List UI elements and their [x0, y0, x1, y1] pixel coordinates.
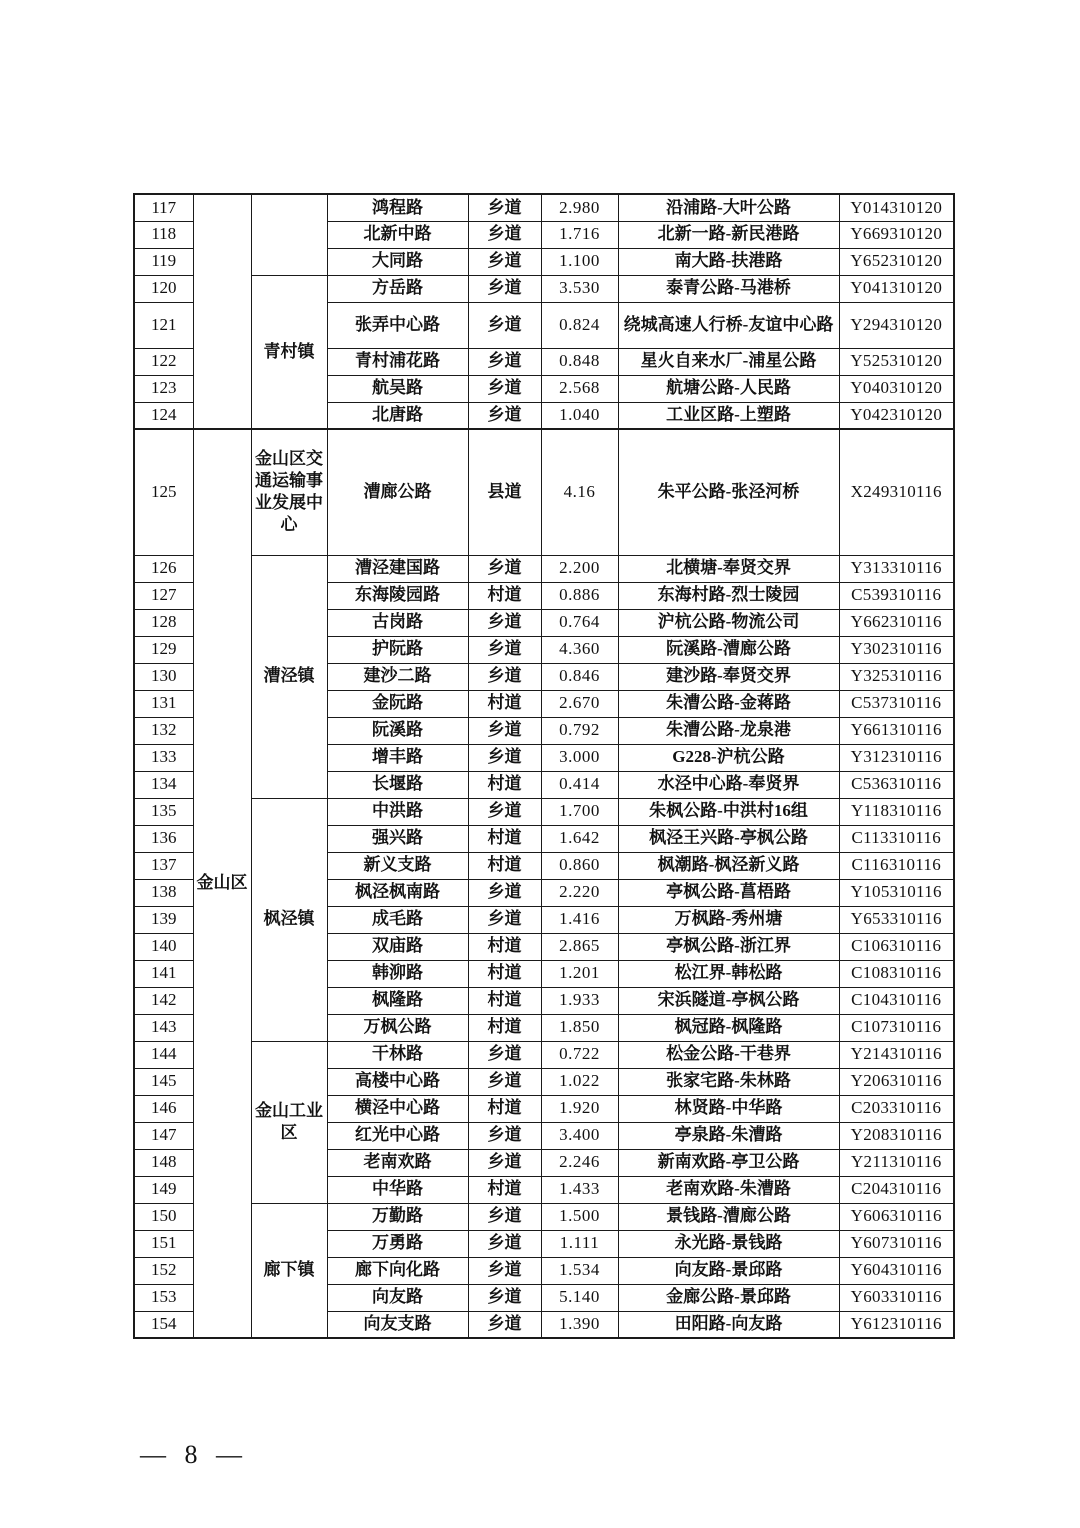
endpoints-cell: 朱枫公路-中洪村16组	[618, 798, 839, 825]
road-type-cell: 村道	[468, 987, 541, 1014]
town-cell: 枫泾镇	[251, 798, 327, 1041]
road-code-cell: Y206310116	[839, 1068, 954, 1095]
road-code-cell: Y214310116	[839, 1041, 954, 1068]
road-name-cell: 北新中路	[327, 221, 468, 248]
row-number-cell: 121	[134, 302, 193, 348]
road-code-cell: Y105310116	[839, 879, 954, 906]
road-name-cell: 向友支路	[327, 1311, 468, 1338]
road-name-cell: 强兴路	[327, 825, 468, 852]
road-name-cell: 万枫公路	[327, 1014, 468, 1041]
road-code-cell: Y525310120	[839, 348, 954, 375]
town-cell: 漕泾镇	[251, 555, 327, 798]
road-code-cell: Y325310116	[839, 663, 954, 690]
endpoints-cell: 宋浜隧道-亭枫公路	[618, 987, 839, 1014]
endpoints-cell: 老南欢路-朱漕路	[618, 1176, 839, 1203]
road-name-cell: 万勤路	[327, 1203, 468, 1230]
endpoints-cell: 绕城高速人行桥-友谊中心路	[618, 302, 839, 348]
length-cell: 2.568	[541, 375, 618, 402]
row-number-cell: 137	[134, 852, 193, 879]
road-type-cell: 乡道	[468, 609, 541, 636]
row-number-cell: 128	[134, 609, 193, 636]
road-type-cell: 乡道	[468, 221, 541, 248]
road-name-cell: 金阮路	[327, 690, 468, 717]
length-cell: 1.022	[541, 1068, 618, 1095]
length-cell: 3.000	[541, 744, 618, 771]
endpoints-cell: 永光路-景钱路	[618, 1230, 839, 1257]
row-number-cell: 135	[134, 798, 193, 825]
endpoints-cell: 建沙路-奉贤交界	[618, 663, 839, 690]
road-name-cell: 中洪路	[327, 798, 468, 825]
endpoints-cell: 沿浦路-大叶公路	[618, 194, 839, 221]
road-code-cell: Y118310116	[839, 798, 954, 825]
road-type-cell: 乡道	[468, 275, 541, 302]
length-cell: 0.848	[541, 348, 618, 375]
length-cell: 2.220	[541, 879, 618, 906]
length-cell: 1.850	[541, 1014, 618, 1041]
road-type-cell: 乡道	[468, 1230, 541, 1257]
row-number-cell: 118	[134, 221, 193, 248]
endpoints-cell: 沪杭公路-物流公司	[618, 609, 839, 636]
length-cell: 1.920	[541, 1095, 618, 1122]
row-number-cell: 139	[134, 906, 193, 933]
road-name-cell: 枫泾枫南路	[327, 879, 468, 906]
road-name-cell: 廊下向化路	[327, 1257, 468, 1284]
road-name-cell: 东海陵园路	[327, 582, 468, 609]
length-cell: 0.722	[541, 1041, 618, 1068]
road-name-cell: 漕廊公路	[327, 429, 468, 555]
road-code-cell: C108310116	[839, 960, 954, 987]
road-type-cell: 乡道	[468, 248, 541, 275]
road-type-cell: 村道	[468, 960, 541, 987]
row-number-cell: 132	[134, 717, 193, 744]
endpoints-cell: 枫冠路-枫隆路	[618, 1014, 839, 1041]
endpoints-cell: 北新一路-新民港路	[618, 221, 839, 248]
road-name-cell: 护阮路	[327, 636, 468, 663]
endpoints-cell: 亭泉路-朱漕路	[618, 1122, 839, 1149]
row-number-cell: 136	[134, 825, 193, 852]
length-cell: 4.16	[541, 429, 618, 555]
road-table	[133, 193, 955, 1339]
town-cell: 金山工业区	[251, 1041, 327, 1203]
road-name-cell: 干林路	[327, 1041, 468, 1068]
length-cell: 1.642	[541, 825, 618, 852]
endpoints-cell: 朱漕公路-龙泉港	[618, 717, 839, 744]
length-cell: 2.200	[541, 555, 618, 582]
length-cell: 2.980	[541, 194, 618, 221]
row-number-cell: 125	[134, 429, 193, 555]
road-code-cell: C116310116	[839, 852, 954, 879]
road-code-cell: Y313310116	[839, 555, 954, 582]
length-cell: 1.933	[541, 987, 618, 1014]
row-number-cell: 119	[134, 248, 193, 275]
road-code-cell: Y603310116	[839, 1284, 954, 1311]
length-cell: 1.433	[541, 1176, 618, 1203]
road-type-cell: 乡道	[468, 375, 541, 402]
row-number-cell: 150	[134, 1203, 193, 1230]
road-code-cell: Y040310120	[839, 375, 954, 402]
endpoints-cell: 金廊公路-景邱路	[618, 1284, 839, 1311]
endpoints-cell: 景钱路-漕廊公路	[618, 1203, 839, 1230]
road-type-cell: 村道	[468, 582, 541, 609]
length-cell: 1.100	[541, 248, 618, 275]
row-number-cell: 142	[134, 987, 193, 1014]
length-cell: 1.700	[541, 798, 618, 825]
road-name-cell: 鸿程路	[327, 194, 468, 221]
district-cell: 金山区	[193, 429, 251, 1338]
road-type-cell: 乡道	[468, 1149, 541, 1176]
length-cell: 0.764	[541, 609, 618, 636]
road-type-cell: 乡道	[468, 798, 541, 825]
road-code-cell: Y653310116	[839, 906, 954, 933]
road-type-cell: 村道	[468, 771, 541, 798]
road-code-cell: C203310116	[839, 1095, 954, 1122]
endpoints-cell: 新南欢路-亭卫公路	[618, 1149, 839, 1176]
endpoints-cell: 田阳路-向友路	[618, 1311, 839, 1338]
road-type-cell: 乡道	[468, 636, 541, 663]
road-name-cell: 横泾中心路	[327, 1095, 468, 1122]
road-name-cell: 高楼中心路	[327, 1068, 468, 1095]
length-cell: 1.416	[541, 906, 618, 933]
length-cell: 2.865	[541, 933, 618, 960]
row-number-cell: 153	[134, 1284, 193, 1311]
town-cell	[251, 194, 327, 275]
road-type-cell: 村道	[468, 852, 541, 879]
road-name-cell: 青村浦花路	[327, 348, 468, 375]
road-name-cell: 长堰路	[327, 771, 468, 798]
road-name-cell: 万勇路	[327, 1230, 468, 1257]
endpoints-cell: G228-沪杭公路	[618, 744, 839, 771]
road-code-cell: Y612310116	[839, 1311, 954, 1338]
road-name-cell: 向友路	[327, 1284, 468, 1311]
row-number-cell: 151	[134, 1230, 193, 1257]
road-code-cell: C536310116	[839, 771, 954, 798]
table-row	[134, 555, 954, 582]
length-cell: 1.534	[541, 1257, 618, 1284]
road-type-cell: 乡道	[468, 348, 541, 375]
endpoints-cell: 南大路-扶港路	[618, 248, 839, 275]
length-cell: 0.792	[541, 717, 618, 744]
road-code-cell: Y312310116	[839, 744, 954, 771]
road-code-cell: Y294310120	[839, 302, 954, 348]
road-type-cell: 乡道	[468, 879, 541, 906]
road-name-cell: 成毛路	[327, 906, 468, 933]
length-cell: 4.360	[541, 636, 618, 663]
length-cell: 1.040	[541, 402, 618, 429]
road-type-cell: 乡道	[468, 194, 541, 221]
row-number-cell: 143	[134, 1014, 193, 1041]
endpoints-cell: 东海村路-烈士陵园	[618, 582, 839, 609]
road-name-cell: 航吴路	[327, 375, 468, 402]
endpoints-cell: 朱漕公路-金蒋路	[618, 690, 839, 717]
road-type-cell: 村道	[468, 690, 541, 717]
road-name-cell: 建沙二路	[327, 663, 468, 690]
table-row	[134, 429, 954, 555]
row-number-cell: 154	[134, 1311, 193, 1338]
length-cell: 1.500	[541, 1203, 618, 1230]
road-type-cell: 村道	[468, 1095, 541, 1122]
road-code-cell: C539310116	[839, 582, 954, 609]
endpoints-cell: 亭枫公路-菖梧路	[618, 879, 839, 906]
road-name-cell: 阮溪路	[327, 717, 468, 744]
endpoints-cell: 北横塘-奉贤交界	[618, 555, 839, 582]
road-type-cell: 乡道	[468, 1203, 541, 1230]
town-cell: 青村镇	[251, 275, 327, 429]
road-code-cell: Y661310116	[839, 717, 954, 744]
road-type-cell: 乡道	[468, 717, 541, 744]
row-number-cell: 127	[134, 582, 193, 609]
road-name-cell: 新义支路	[327, 852, 468, 879]
endpoints-cell: 枫潮路-枫泾新义路	[618, 852, 839, 879]
road-type-cell: 乡道	[468, 906, 541, 933]
row-number-cell: 148	[134, 1149, 193, 1176]
table-row	[134, 1203, 954, 1230]
row-number-cell: 123	[134, 375, 193, 402]
endpoints-cell: 水泾中心路-奉贤界	[618, 771, 839, 798]
length-cell: 0.860	[541, 852, 618, 879]
road-type-cell: 村道	[468, 933, 541, 960]
road-code-cell: Y604310116	[839, 1257, 954, 1284]
table-row	[134, 798, 954, 825]
endpoints-cell: 万枫路-秀州塘	[618, 906, 839, 933]
road-name-cell: 枫隆路	[327, 987, 468, 1014]
road-type-cell: 村道	[468, 825, 541, 852]
road-code-cell: Y041310120	[839, 275, 954, 302]
row-number-cell: 152	[134, 1257, 193, 1284]
row-number-cell: 126	[134, 555, 193, 582]
endpoints-cell: 亭枫公路-浙江界	[618, 933, 839, 960]
road-code-cell: Y662310116	[839, 609, 954, 636]
row-number-cell: 130	[134, 663, 193, 690]
road-code-cell: Y042310120	[839, 402, 954, 429]
road-name-cell: 漕泾建国路	[327, 555, 468, 582]
road-type-cell: 村道	[468, 1176, 541, 1203]
road-name-cell: 方岳路	[327, 275, 468, 302]
road-code-cell: Y652310120	[839, 248, 954, 275]
road-name-cell: 张弄中心路	[327, 302, 468, 348]
road-name-cell: 大同路	[327, 248, 468, 275]
road-type-cell: 乡道	[468, 744, 541, 771]
road-type-cell: 乡道	[468, 1257, 541, 1284]
road-name-cell: 增丰路	[327, 744, 468, 771]
row-number-cell: 120	[134, 275, 193, 302]
row-number-cell: 141	[134, 960, 193, 987]
row-number-cell: 129	[134, 636, 193, 663]
road-name-cell: 老南欢路	[327, 1149, 468, 1176]
length-cell: 1.111	[541, 1230, 618, 1257]
road-code-cell: Y014310120	[839, 194, 954, 221]
road-code-cell: C107310116	[839, 1014, 954, 1041]
endpoints-cell: 朱平公路-张泾河桥	[618, 429, 839, 555]
road-name-cell: 古岗路	[327, 609, 468, 636]
endpoints-cell: 星火自来水厂-浦星公路	[618, 348, 839, 375]
row-number-cell: 149	[134, 1176, 193, 1203]
road-code-cell: Y302310116	[839, 636, 954, 663]
road-type-cell: 乡道	[468, 663, 541, 690]
town-cell: 廊下镇	[251, 1203, 327, 1338]
road-type-cell: 乡道	[468, 1311, 541, 1338]
district-cell	[193, 194, 251, 429]
table-row	[134, 275, 954, 302]
road-code-cell: Y607310116	[839, 1230, 954, 1257]
length-cell: 0.886	[541, 582, 618, 609]
endpoints-cell: 工业区路-上塑路	[618, 402, 839, 429]
road-name-cell: 红光中心路	[327, 1122, 468, 1149]
road-code-cell: Y211310116	[839, 1149, 954, 1176]
row-number-cell: 134	[134, 771, 193, 798]
row-number-cell: 133	[134, 744, 193, 771]
endpoints-cell: 阮溪路-漕廊公路	[618, 636, 839, 663]
road-code-cell: C537310116	[839, 690, 954, 717]
road-name-cell: 双庙路	[327, 933, 468, 960]
length-cell: 2.246	[541, 1149, 618, 1176]
road-type-cell: 乡道	[468, 1041, 541, 1068]
road-code-cell: X249310116	[839, 429, 954, 555]
endpoints-cell: 林贤路-中华路	[618, 1095, 839, 1122]
row-number-cell: 140	[134, 933, 193, 960]
length-cell: 2.670	[541, 690, 618, 717]
endpoints-cell: 松江界-韩松路	[618, 960, 839, 987]
road-code-cell: Y208310116	[839, 1122, 954, 1149]
length-cell: 3.400	[541, 1122, 618, 1149]
length-cell: 0.824	[541, 302, 618, 348]
endpoints-cell: 张家宅路-朱林路	[618, 1068, 839, 1095]
row-number-cell: 117	[134, 194, 193, 221]
road-type-cell: 乡道	[468, 402, 541, 429]
road-type-cell: 乡道	[468, 302, 541, 348]
road-code-cell: Y669310120	[839, 221, 954, 248]
row-number-cell: 122	[134, 348, 193, 375]
road-code-cell: Y606310116	[839, 1203, 954, 1230]
length-cell: 0.846	[541, 663, 618, 690]
length-cell: 1.716	[541, 221, 618, 248]
length-cell: 1.390	[541, 1311, 618, 1338]
length-cell: 0.414	[541, 771, 618, 798]
row-number-cell: 147	[134, 1122, 193, 1149]
road-code-cell: C113310116	[839, 825, 954, 852]
row-number-cell: 144	[134, 1041, 193, 1068]
endpoints-cell: 航塘公路-人民路	[618, 375, 839, 402]
road-name-cell: 北唐路	[327, 402, 468, 429]
endpoints-cell: 向友路-景邱路	[618, 1257, 839, 1284]
road-type-cell: 村道	[468, 1014, 541, 1041]
row-number-cell: 145	[134, 1068, 193, 1095]
road-code-cell: C204310116	[839, 1176, 954, 1203]
road-type-cell: 县道	[468, 429, 541, 555]
road-name-cell: 韩泖路	[327, 960, 468, 987]
road-type-cell: 乡道	[468, 1122, 541, 1149]
road-type-cell: 乡道	[468, 1284, 541, 1311]
road-name-cell: 中华路	[327, 1176, 468, 1203]
endpoints-cell: 泰青公路-马港桥	[618, 275, 839, 302]
row-number-cell: 124	[134, 402, 193, 429]
town-cell: 金山区交通运输事业发展中心	[251, 429, 327, 555]
road-type-cell: 乡道	[468, 1068, 541, 1095]
road-code-cell: C104310116	[839, 987, 954, 1014]
length-cell: 3.530	[541, 275, 618, 302]
row-number-cell: 131	[134, 690, 193, 717]
table-row	[134, 194, 954, 221]
endpoints-cell: 枫泾王兴路-亭枫公路	[618, 825, 839, 852]
page-number: — 8 —	[140, 1440, 248, 1469]
endpoints-cell: 松金公路-干巷界	[618, 1041, 839, 1068]
road-type-cell: 乡道	[468, 555, 541, 582]
table-row	[134, 1041, 954, 1068]
road-code-cell: C106310116	[839, 933, 954, 960]
row-number-cell: 146	[134, 1095, 193, 1122]
row-number-cell: 138	[134, 879, 193, 906]
length-cell: 5.140	[541, 1284, 618, 1311]
length-cell: 1.201	[541, 960, 618, 987]
